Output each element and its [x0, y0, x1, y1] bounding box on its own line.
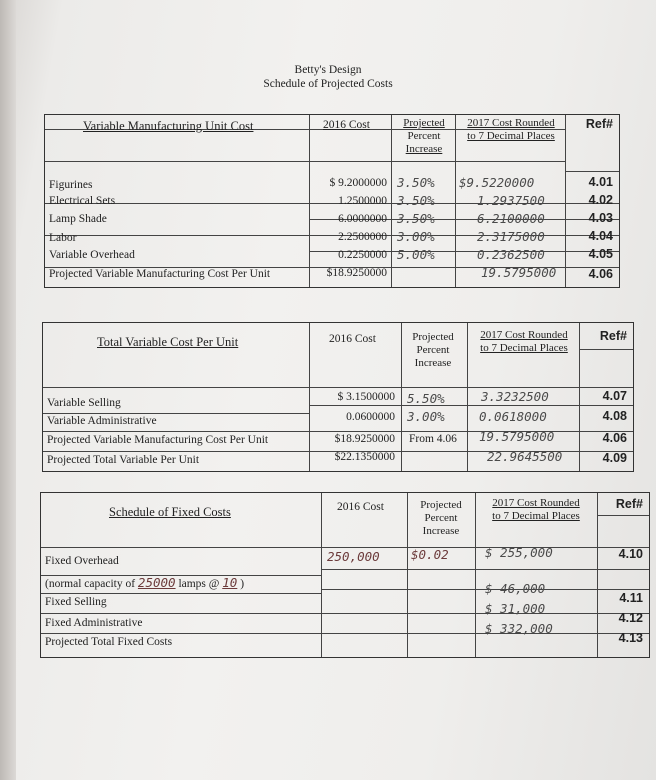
ref-number: 4.01	[588, 175, 613, 189]
col-projected-percent: Projected Percent Increase	[403, 117, 445, 155]
from-reference: From 4.06	[409, 433, 457, 445]
handwritten-rounded: 19.5795000	[481, 265, 557, 280]
col-projected-percent: Projected Percent Increase	[412, 331, 454, 369]
handwritten-percent: 3.00%	[397, 229, 435, 244]
row-label: Projected Total Fixed Costs	[45, 636, 173, 648]
ref-number: 4.07	[602, 389, 627, 403]
ref-number: 4.10	[618, 547, 643, 561]
ref-number: 4.06	[602, 431, 627, 445]
ref-number: 4.13	[618, 631, 643, 645]
handwritten-rounded: 3.3232500	[481, 389, 549, 404]
ref-number: 4.02	[588, 193, 613, 207]
row-label: Variable Overhead	[49, 249, 135, 261]
handwritten-rounded: 6.2100000	[477, 211, 545, 226]
row-label: Lamp Shade	[49, 213, 107, 225]
ref-number: 4.05	[588, 247, 613, 261]
cost-value: 2.2500000	[338, 231, 387, 243]
rate-value: 10	[222, 575, 238, 590]
handwritten-percent: $0.02	[411, 547, 449, 562]
row-label: Fixed Selling	[45, 596, 107, 608]
row-label: Projected Variable Manufacturing Cost Per Unit	[47, 434, 269, 446]
row-label: Fixed Overhead	[45, 555, 119, 567]
row-label: Fixed Administrative	[45, 617, 143, 629]
row-label: Projected Total Variable Per Unit	[47, 454, 200, 466]
handwritten-rounded: 22.9645500	[487, 449, 563, 464]
cost-value: 0.0600000	[346, 411, 395, 423]
ref-number: 4.11	[619, 591, 643, 605]
ref-number: 4.04	[588, 229, 613, 243]
handwritten-cost: 250,000	[327, 549, 380, 564]
variable-manufacturing-title: Variable Manufacturing Unit Cost	[83, 119, 254, 133]
col-2017-rounded: 2017 Cost Rounded to 7 Decimal Places	[467, 117, 555, 142]
cost-value: 1.2500000	[338, 195, 387, 207]
handwritten-percent: 3.50%	[397, 193, 435, 208]
ref-number: 4.09	[602, 451, 627, 465]
handwritten-percent: 3.50%	[397, 211, 435, 226]
ref-number: 4.03	[588, 211, 613, 225]
cost-value: 0.2250000	[338, 249, 387, 261]
handwritten-rounded: 0.0618000	[479, 409, 547, 424]
col-2016-cost: 2016 Cost	[323, 119, 370, 131]
document-header	[0, 63, 656, 91]
cost-value: $18.9250000	[326, 267, 387, 279]
handwritten-rounded: 19.5795000	[479, 429, 555, 444]
total-variable-title: Total Variable Cost Per Unit	[97, 335, 239, 349]
handwritten-rounded: 2.3175000	[477, 229, 545, 244]
cost-value: $18.9250000	[334, 433, 395, 445]
col-2017-rounded: 2017 Cost Rounded to 7 Decimal Places	[480, 329, 568, 354]
ref-number: 4.12	[618, 611, 643, 625]
row-label: Labor	[49, 232, 77, 244]
col-ref: Ref#	[585, 117, 613, 131]
col-ref: Ref#	[615, 497, 643, 511]
capacity-value: 25000	[137, 575, 176, 590]
handwritten-percent: 5.00%	[397, 247, 435, 262]
document-title: Schedule of Projected Costs	[263, 78, 393, 90]
cost-value: $ 3.1500000	[337, 391, 395, 403]
handwritten-percent: 3.50%	[397, 175, 435, 190]
row-label: Variable Administrative	[47, 415, 157, 427]
handwritten-rounded: $ 332,000	[485, 621, 553, 636]
variable-manufacturing-table	[44, 114, 620, 288]
ref-number: 4.08	[602, 409, 627, 423]
handwritten-rounded: $ 255,000	[485, 545, 553, 560]
col-projected-percent: Projected Percent Increase	[420, 499, 462, 537]
handwritten-percent: 3.00%	[407, 409, 445, 424]
col-2016-cost: 2016 Cost	[337, 501, 384, 513]
company-name: Betty's Design	[294, 64, 362, 76]
handwritten-rounded: 0.2362500	[477, 247, 545, 262]
row-label: Projected Variable Manufacturing Cost Per Unit	[49, 268, 271, 280]
cost-value: $22.1350000	[334, 451, 395, 463]
handwritten-rounded: 1.2937500	[477, 193, 545, 208]
col-2016-cost: 2016 Cost	[329, 333, 376, 345]
handwritten-rounded: $9.5220000	[459, 175, 535, 190]
fixed-costs-title: Schedule of Fixed Costs	[109, 505, 231, 519]
cost-value: 6.0000000	[338, 213, 387, 225]
row-label: Electrical Sets	[49, 195, 116, 207]
row-label: Variable Selling	[47, 397, 121, 409]
col-ref: Ref#	[599, 329, 627, 343]
cost-value: $ 9.2000000	[329, 177, 387, 189]
page-edge-shadow	[0, 0, 16, 780]
ref-number: 4.06	[588, 267, 613, 281]
fixed-costs-table	[40, 492, 650, 658]
handwritten-rounded: $ 31,000	[485, 601, 546, 616]
handwritten-rounded: $ 46,000	[485, 581, 546, 596]
normal-capacity-line: (normal capacity of 25000 lamps @ 10 )	[45, 575, 245, 590]
handwritten-percent: 5.50%	[407, 391, 445, 406]
total-variable-table	[42, 322, 634, 472]
col-2017-rounded: 2017 Cost Rounded to 7 Decimal Places	[492, 497, 580, 522]
row-label: Figurines	[49, 179, 93, 191]
